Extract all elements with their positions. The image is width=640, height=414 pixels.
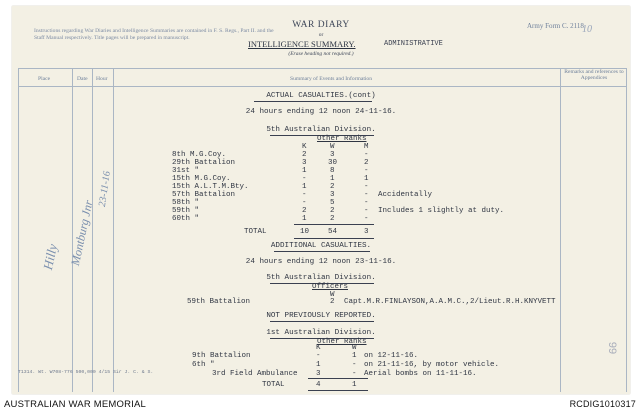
table-row-note: Aerial bombs on 11-11-16. [364,370,477,378]
table-row-missing: 2 [364,159,369,167]
table-row-missing: - [364,199,369,207]
form-or: or [318,32,324,38]
table-row-wounded: 2 [330,207,335,215]
column-w: W [352,344,357,352]
erase-note: (Erase heading not required.) [288,51,354,57]
table-row-wounded: 3 [330,191,335,199]
handwritten-location-note: Montburg Jnr [68,198,96,267]
total-label: TOTAL [244,228,267,236]
handwritten-date: 23-11-16 [97,170,113,208]
rule-right [626,68,627,392]
table-row-note: Includes 1 slightly at duty. [378,207,505,215]
other-ranks-label: Other Ranks [317,338,367,346]
table-row-unit: 9th Battalion [192,352,251,360]
total-wounded: 54 [328,228,338,236]
table-row-killed: 2 [302,151,307,159]
column-header-hour: Hour [96,76,108,82]
division-2: 5th Australian Division. [266,274,376,282]
section-heading-additional-casualties: ADDITIONAL CASUALTIES. [270,242,372,250]
heading-underline [270,321,374,322]
column-k: K [302,143,307,151]
table-row-killed: - [316,352,321,360]
section-heading-actual-casualties: ACTUAL CASUALTIES.(cont) [266,92,376,100]
table-row-unit: 15th M.G.Coy. [172,175,231,183]
table-row-missing: - [364,167,369,175]
table-row-unit: 60th " [172,215,200,223]
total-rule [308,378,368,379]
table-row-wounded: 1 [352,352,357,360]
total-missing: 3 [364,228,369,236]
other-ranks-label: Other Ranks [317,135,367,143]
total-rule-bottom [308,390,368,391]
handwritten-place: Hilly [40,242,61,272]
table-row-killed: - [302,191,307,199]
total-rule-bottom [294,238,374,239]
total-wounded: 1 [352,381,357,389]
table-row-wounded: - [352,370,357,378]
table-row-wounded: 1 [330,175,335,183]
column-header-date: Date [77,76,88,82]
table-row-note: Accidentally [378,191,433,199]
table-row-killed: - [302,199,307,207]
rule-place [72,68,73,392]
total-killed: 4 [316,381,321,389]
officer-row-wounded: 2 [330,298,335,306]
table-row-wounded: 5 [330,199,335,207]
table-row-killed: 3 [316,370,321,378]
column-header-remarks: Remarks and references to Appendices [564,69,624,81]
printer-code: T1314. Wt. W708-776 500,000 4/15 Sir J. C. & S. [18,370,154,375]
officer-row-note: Capt.M.R.FINLAYSON,A.A.M.C.,2/Lieut.R.H.KNYVETT [344,298,556,306]
table-row-missing: - [364,183,369,191]
table-row-unit: 6th " [192,361,215,369]
pencil-page-number: 99 [606,341,619,355]
table-row-wounded: 30 [328,159,338,167]
division-3: 1st Australian Division. [266,329,376,337]
table-row-unit: 8th M.G.Coy. [172,151,227,159]
officer-row-unit: 59th Battalion [187,298,251,306]
table-row-killed: 2 [302,207,307,215]
table-row-wounded: 2 [330,183,335,191]
table-row-unit: 29th Battalion [172,159,236,167]
table-row-unit: 3rd Field Ambulance [212,370,298,378]
table-row-wounded: 8 [330,167,335,175]
form-title: WAR DIARY [292,20,350,30]
period-1: 24 hours ending 12 noon 24-11-16. [245,108,397,116]
table-row-missing: - [364,207,369,215]
footer-record-id: RCDIG1010317 [569,399,636,409]
table-row-unit: 57th Battalion [172,191,236,199]
table-row-missing: - [364,151,369,159]
army-form-number: Army Form C. 2118. [527,22,586,30]
rule-summary [560,68,561,392]
table-row-killed: - [302,175,307,183]
table-row-wounded: 2 [330,215,335,223]
form-subtitle-extra: ADMINISTRATIVE [384,40,443,48]
footer-archive-name: AUSTRALIAN WAR MEMORIAL [4,399,147,410]
table-row-missing: - [364,215,369,223]
table-row-killed: 1 [302,215,307,223]
column-header-summary: Summary of Events and Information [290,76,373,82]
heading-underline [274,251,370,252]
table-top-rule [18,68,626,69]
table-row-note: on 12-11-16. [364,352,419,360]
table-row-killed: 1 [302,183,307,191]
division-1: 5th Australian Division. [266,126,376,134]
handwritten-corner-number: 10 [582,24,592,35]
table-row-unit: 15th A.L.T.M.Bty. [172,183,249,191]
rule-hour [113,68,114,392]
rule-left [18,68,19,392]
form-instructions: Instructions regarding War Diaries and Intelligence Summaries are contained in F. S. Regs., Part II. and the Staff Manual respectively. Title pages will be prepared in manuscript. [34,28,274,41]
column-w: W [330,291,335,299]
table-row-unit: 58th " [172,199,200,207]
total-rule [294,224,374,225]
column-k: K [316,344,321,352]
period-2: 24 hours ending 12 noon 23-11-16. [245,258,397,266]
table-row-killed: 1 [302,167,307,175]
section-heading-not-previously-reported: NOT PREVIOUSLY REPORTED. [266,312,376,320]
table-row-wounded: - [352,361,357,369]
table-row-unit: 59th " [172,207,200,215]
header-bottom-rule [18,86,626,87]
total-label: TOTAL [262,381,285,389]
column-header-place: Place [38,76,51,82]
table-row-killed: 1 [316,361,321,369]
rule-date [92,68,93,392]
officers-label: Officers [312,283,349,291]
table-row-killed: 3 [302,159,307,167]
table-row-missing: 1 [364,175,369,183]
war-diary-sheet [12,6,630,394]
column-w: W [330,143,335,151]
table-row-note: on 21-11-16, by motor vehicle. [364,361,500,369]
column-m: M [364,143,369,151]
table-row-wounded: 3 [330,151,335,159]
table-row-missing: - [364,191,369,199]
total-killed: 10 [300,228,310,236]
form-subtitle: INTELLIGENCE SUMMARY. [248,39,356,49]
heading-underline [254,101,372,102]
table-row-unit: 31st " [172,167,200,175]
